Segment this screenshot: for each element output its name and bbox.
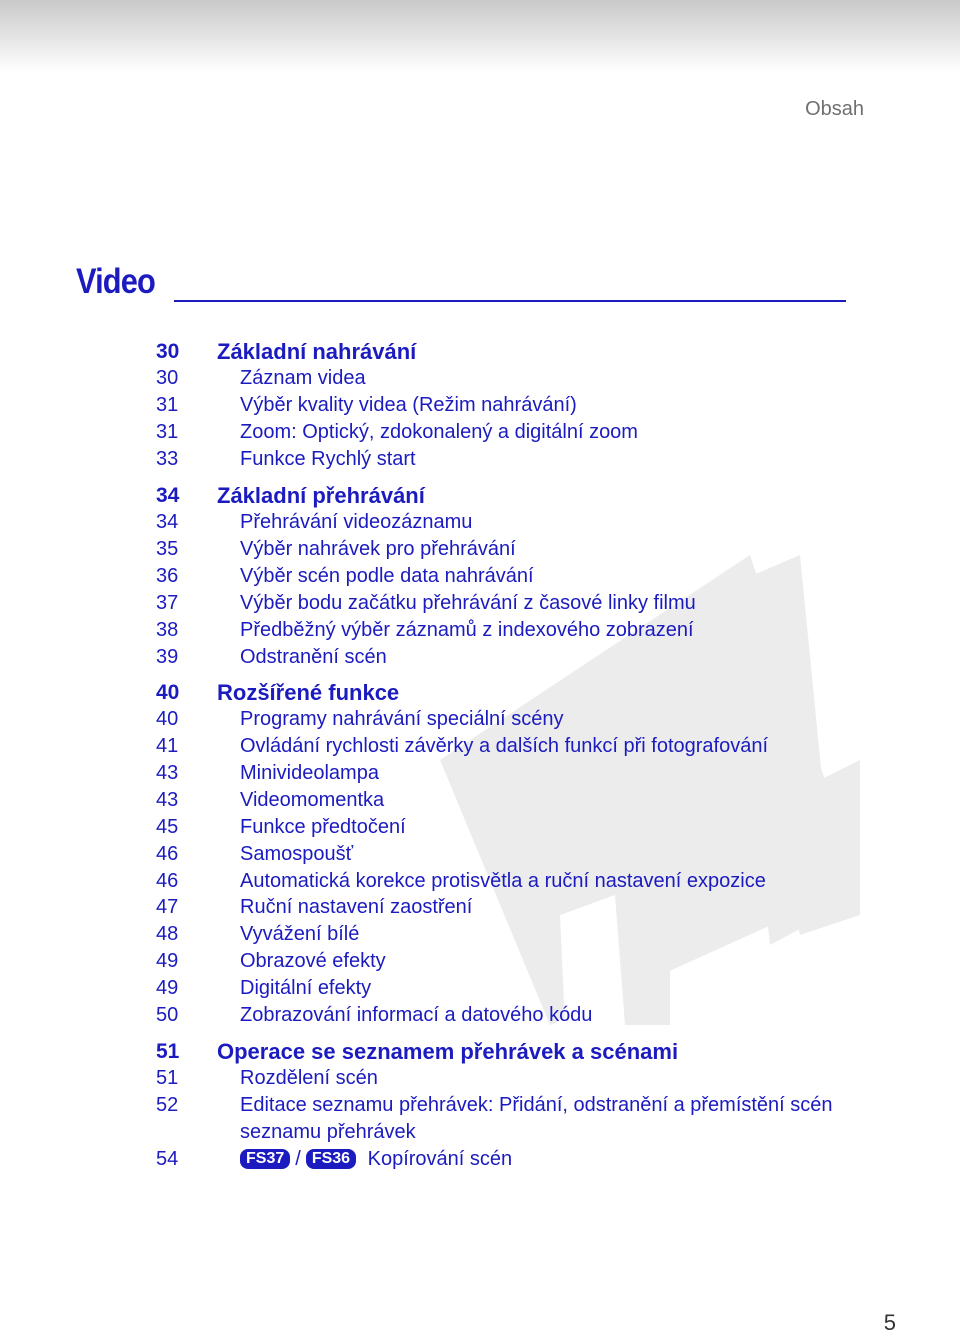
toc-entry-text: Výběr bodu začátku přehrávání z časové linky filmu bbox=[240, 592, 696, 614]
toc-page-number: 51 bbox=[156, 1040, 180, 1063]
toc-entry[interactable] bbox=[156, 419, 856, 446]
toc-entry-text: Kopírování scén bbox=[367, 1148, 513, 1170]
toc-page-number: 43 bbox=[156, 762, 179, 784]
toc-group-title: Operace se seznamem přehrávek a scénami bbox=[217, 1039, 679, 1064]
toc-page-number: 51 bbox=[156, 1067, 179, 1089]
toc-entry[interactable] bbox=[156, 733, 856, 760]
toc-entry-text: Funkce předtočení bbox=[240, 816, 406, 838]
toc-entry-text: Přehrávání videozáznamu bbox=[240, 511, 473, 533]
toc-entry[interactable] bbox=[156, 975, 856, 1002]
toc-entry-text: Ruční nastavení zaostření bbox=[240, 896, 473, 918]
toc-entry[interactable] bbox=[156, 536, 856, 563]
toc-entry[interactable] bbox=[156, 841, 856, 868]
toc-page-number: 52 bbox=[156, 1094, 179, 1116]
toc-entry-text: Minivideolampa bbox=[240, 762, 379, 784]
toc-group-heading[interactable] bbox=[156, 679, 856, 706]
toc-page-number: 31 bbox=[156, 394, 179, 416]
section-title: Video bbox=[76, 262, 155, 301]
toc-entry[interactable] bbox=[156, 617, 856, 644]
toc-page-number: 41 bbox=[156, 735, 179, 757]
toc-entry[interactable] bbox=[156, 921, 856, 948]
toc-entry-text: Automatická korekce protisvětla a ruční nastavení expozice bbox=[240, 870, 766, 892]
toc-entry-text: Digitální efekty bbox=[240, 977, 372, 999]
badge-separator: / bbox=[295, 1148, 301, 1170]
toc-entry-text: Funkce Rychlý start bbox=[240, 448, 416, 470]
toc-entry[interactable] bbox=[156, 590, 856, 617]
toc-page-number: 40 bbox=[156, 681, 180, 704]
toc-entry-text: Samospoušť bbox=[240, 843, 354, 865]
toc-entry-text: Zobrazování informací a datového kódu bbox=[240, 1004, 593, 1026]
toc-entry[interactable] bbox=[156, 894, 856, 921]
toc-page-number: 31 bbox=[156, 421, 179, 443]
toc-page-number: 54 bbox=[156, 1148, 179, 1170]
toc-page-number: 40 bbox=[156, 708, 179, 730]
toc-entry[interactable] bbox=[156, 814, 856, 841]
toc-entry[interactable] bbox=[156, 868, 856, 895]
toc-page-number: 35 bbox=[156, 538, 179, 560]
toc-entry[interactable] bbox=[156, 760, 856, 787]
toc-entry-text: Výběr nahrávek pro přehrávání bbox=[240, 538, 516, 560]
page-number: 5 bbox=[883, 1310, 896, 1335]
toc-entry[interactable] bbox=[156, 1002, 856, 1029]
toc-entry-text: Obrazové efekty bbox=[240, 950, 386, 972]
toc-page-number: 48 bbox=[156, 923, 179, 945]
toc-entry[interactable] bbox=[156, 1092, 856, 1146]
toc-page-number: 34 bbox=[156, 484, 180, 507]
toc-entry-text: Ovládání rychlosti závěrky a dalších funkcí při fotografování bbox=[240, 735, 769, 757]
toc-group-heading[interactable] bbox=[156, 482, 856, 509]
toc-page-number: 50 bbox=[156, 1004, 179, 1026]
toc-entry-text: Výběr kvality videa (Režim nahrávání) bbox=[240, 394, 577, 416]
toc-entry[interactable] bbox=[156, 446, 856, 473]
toc-entry-text: Programy nahrávání speciální scény bbox=[240, 708, 564, 730]
toc-entry[interactable] bbox=[156, 365, 856, 392]
toc-entry-text: Záznam videa bbox=[240, 367, 366, 389]
toc-page-number: 30 bbox=[156, 367, 179, 389]
toc-entry-text: Výběr scén podle data nahrávání bbox=[240, 565, 534, 587]
toc-group-heading[interactable] bbox=[156, 1038, 856, 1065]
toc-entry[interactable] bbox=[156, 644, 856, 671]
toc-group-title: Základní nahrávání bbox=[217, 339, 417, 364]
toc-page-number: 46 bbox=[156, 870, 179, 892]
page-header-title: Obsah bbox=[805, 98, 864, 120]
toc-entry[interactable] bbox=[156, 509, 856, 536]
toc-entry-text: Zoom: Optický, zdokonalený a digitální zoom bbox=[240, 421, 638, 443]
toc-page-number: 33 bbox=[156, 448, 179, 470]
toc-page-number: 45 bbox=[156, 816, 179, 838]
toc-entry-text-with-badges bbox=[240, 1146, 512, 1173]
toc-entry-text: Předběžný výběr záznamů z indexového zobrazení bbox=[240, 619, 694, 641]
toc-entry-text: Odstranění scén bbox=[240, 646, 387, 668]
toc-page-number: 30 bbox=[156, 340, 180, 363]
toc-page-number: 49 bbox=[156, 977, 179, 999]
toc-entry[interactable] bbox=[156, 1065, 856, 1092]
toc-entry[interactable] bbox=[156, 392, 856, 419]
toc-page-number: 43 bbox=[156, 789, 179, 811]
toc-page-number: 46 bbox=[156, 843, 179, 865]
toc-entry-text: Editace seznamu přehrávek: Přidání, odstranění a přemístění scén seznamu přehrávek bbox=[240, 1094, 833, 1143]
toc-entry[interactable] bbox=[156, 563, 856, 590]
toc-entry[interactable] bbox=[156, 787, 856, 814]
toc-page-number: 37 bbox=[156, 592, 179, 614]
toc-entry-text: Rozdělení scén bbox=[240, 1067, 378, 1089]
toc-group-title: Rozšířené funkce bbox=[217, 680, 400, 705]
model-badge-fs37: FS37 bbox=[240, 1149, 290, 1169]
toc-page-number: 39 bbox=[156, 646, 179, 668]
toc-page-number: 38 bbox=[156, 619, 179, 641]
toc-entry-text: Videomomentka bbox=[240, 789, 385, 811]
toc-page-number: 49 bbox=[156, 950, 179, 972]
toc-entry-text: Vyvážení bílé bbox=[240, 923, 360, 945]
toc-page-number: 36 bbox=[156, 565, 179, 587]
toc-page-number: 34 bbox=[156, 511, 179, 533]
toc-group-heading[interactable] bbox=[156, 338, 856, 365]
toc-group-title: Základní přehrávání bbox=[217, 483, 425, 508]
toc-entry[interactable] bbox=[156, 1146, 856, 1173]
toc-entry[interactable] bbox=[156, 706, 856, 733]
toc-page-number: 47 bbox=[156, 896, 179, 918]
model-badge-fs36: FS36 bbox=[306, 1149, 356, 1169]
toc-entry[interactable] bbox=[156, 948, 856, 975]
